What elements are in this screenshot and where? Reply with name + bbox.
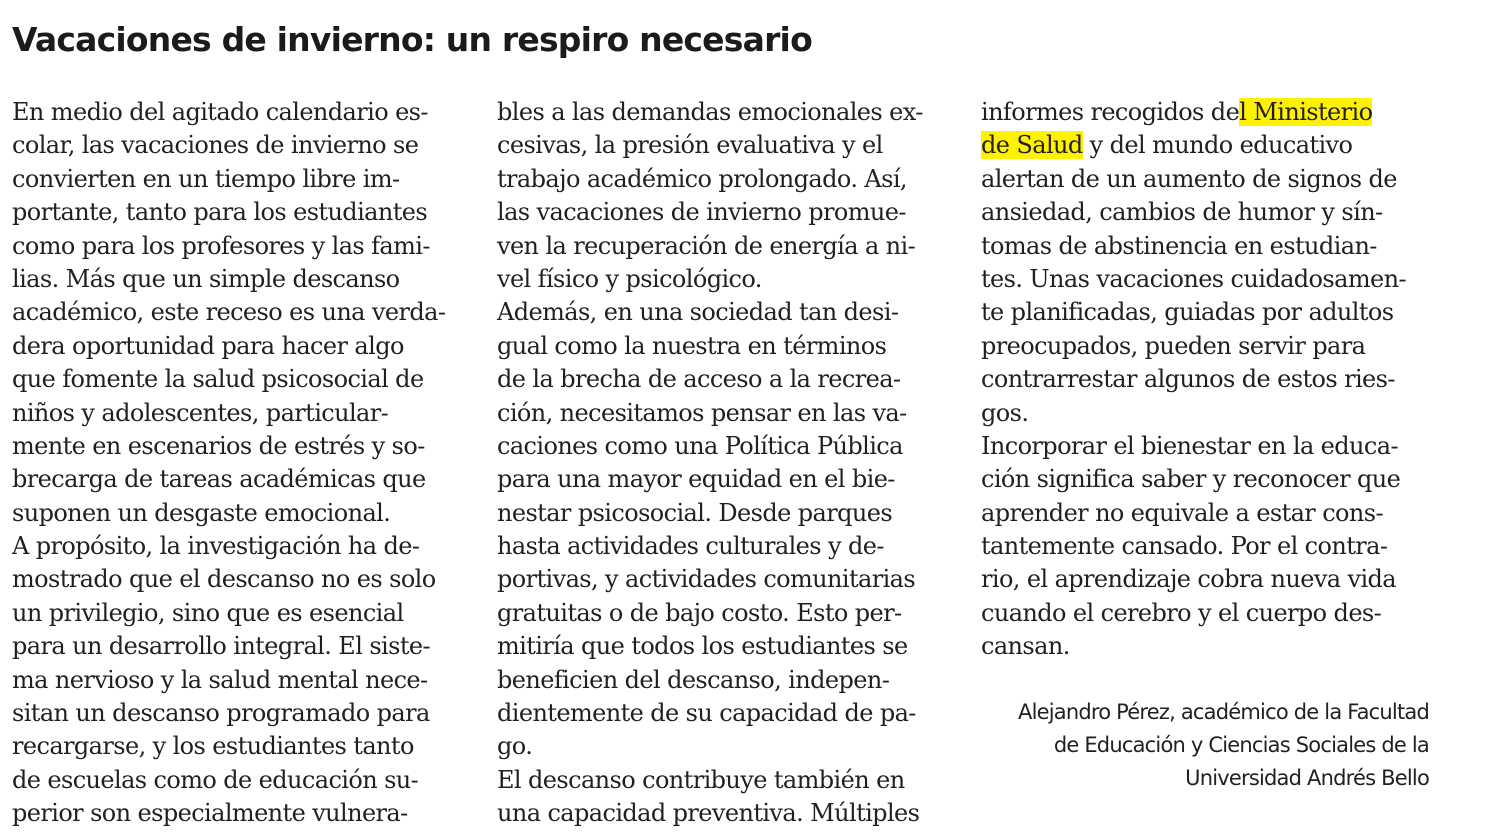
text-line: vel físico y psicológico. (497, 264, 762, 293)
text-line: mente en escenarios de estrés y so- (12, 431, 425, 460)
text-line: que fomente la salud psicosocial de (12, 365, 424, 394)
text-line: para una mayor equidad en el bie- (497, 465, 895, 494)
text-line: sitan un descanso programado para (12, 699, 430, 728)
text-line: recargarse, y los estudiantes tanto (12, 732, 414, 761)
text-line: hasta actividades culturales y de- (497, 532, 884, 561)
text-line: tes. Unas vacaciones cuidadosamen- (981, 264, 1406, 293)
text-line: lias. Más que un simple descanso (12, 264, 400, 293)
article-column-3 (981, 96, 1451, 664)
text-line: ción, necesitamos pensar en las va- (497, 398, 907, 427)
text-line: te planificadas, guiadas por adultos (981, 298, 1394, 327)
text-line: tomas de abstinencia en estudian- (981, 231, 1377, 260)
text-line: caciones como una Política Pública (497, 431, 903, 460)
text-line: ven la recuperación de energía a ni- (497, 231, 916, 260)
text-line: colar, las vacaciones de invierno se (12, 131, 419, 160)
text-line: bles a las demandas emocionales ex- (497, 98, 923, 126)
text-line: go. (497, 732, 533, 761)
text-line: brecarga de tareas académicas que (12, 465, 426, 494)
text-line: gual como la nuestra en términos (497, 331, 887, 360)
text-line: académico, este receso es una verda- (12, 298, 446, 327)
byline-line: de Educación y Ciencias Sociales de la (1053, 733, 1429, 757)
text-line: niños y adolescentes, particular- (12, 398, 389, 427)
text-line: El descanso contribuye también en (497, 765, 905, 794)
text-line (981, 96, 1451, 129)
text-line: cesivas, la presión evaluativa y el (497, 131, 883, 160)
text-line: de escuelas como de educación su- (12, 765, 419, 794)
text-line: portivas, y actividades comunitarias (497, 565, 916, 594)
author-byline (1018, 696, 1429, 795)
text-fragment: y del mundo educativo (1082, 131, 1353, 160)
text-line: beneficien del descanso, indepen- (497, 665, 890, 694)
text-line: portante, tanto para los estudiantes (12, 198, 428, 227)
text-line: contrarrestar algunos de estos ries- (981, 365, 1395, 394)
article-column-1 (12, 96, 482, 831)
byline-line: Universidad Andrés Bello (1185, 766, 1429, 790)
text-line: las vacaciones de invierno promue- (497, 198, 906, 227)
text-line: gos. (981, 398, 1029, 427)
text-line: cansan. (981, 632, 1070, 661)
text-line: de la brecha de acceso a la recrea- (497, 365, 901, 394)
text-line: Incorporar el bienestar en la educa- (981, 431, 1398, 460)
text-line: mitiría que todos los estudiantes se (497, 632, 908, 661)
text-fragment: informes recogidos de (981, 98, 1240, 126)
text-line: mostrado que el descanso no es solo (12, 565, 436, 594)
text-line: para un desarrollo integral. El siste- (12, 632, 430, 661)
text-line: como para los profesores y las fami- (12, 231, 430, 260)
text-line (981, 129, 1451, 162)
highlighted-text: l Ministerio (1239, 98, 1373, 126)
text-line: perior son especialmente vulnera- (12, 799, 408, 828)
text-line: gratuitas o de bajo costo. Esto per- (497, 598, 902, 627)
text-line: A propósito, la investigación ha de- (12, 532, 420, 561)
article-headline: Vacaciones de invierno: un respiro necesario (12, 20, 812, 59)
text-line: cuando el cerebro y el cuerpo des- (981, 598, 1382, 627)
text-line: En medio del agitado calendario es- (12, 98, 428, 126)
text-line: aprender no equivale a estar cons- (981, 498, 1383, 527)
text-line: rio, el aprendizaje cobra nueva vida (981, 565, 1397, 594)
text-line: dera oportunidad para hacer algo (12, 331, 404, 360)
byline-line: Alejandro Pérez, académico de la Facultad (1018, 700, 1429, 724)
text-line: Además, en una sociedad tan desi- (497, 298, 899, 327)
highlighted-text: de Salud (981, 131, 1083, 160)
text-line: alertan de un aumento de signos de (981, 164, 1397, 193)
text-line: preocupados, pueden servir para (981, 331, 1366, 360)
text-line: trabajo académico prolongado. Así, (497, 164, 907, 193)
text-line: suponen un desgaste emocional. (12, 498, 391, 527)
text-line: ción significa saber y reconocer que (981, 465, 1401, 494)
text-line: ansiedad, cambios de humor y sín- (981, 198, 1383, 227)
text-line: un privilegio, sino que es esencial (12, 598, 404, 627)
text-line: nestar psicosocial. Desde parques (497, 498, 893, 527)
text-line: dientemente de su capacidad de pa- (497, 699, 916, 728)
text-line: una capacidad preventiva. Múltiples (497, 799, 920, 828)
article-column-2 (497, 96, 967, 831)
text-line: tantemente cansado. Por el contra- (981, 532, 1388, 561)
text-line: convierten en un tiempo libre im- (12, 164, 400, 193)
text-line: ma nervioso y la salud mental nece- (12, 665, 428, 694)
